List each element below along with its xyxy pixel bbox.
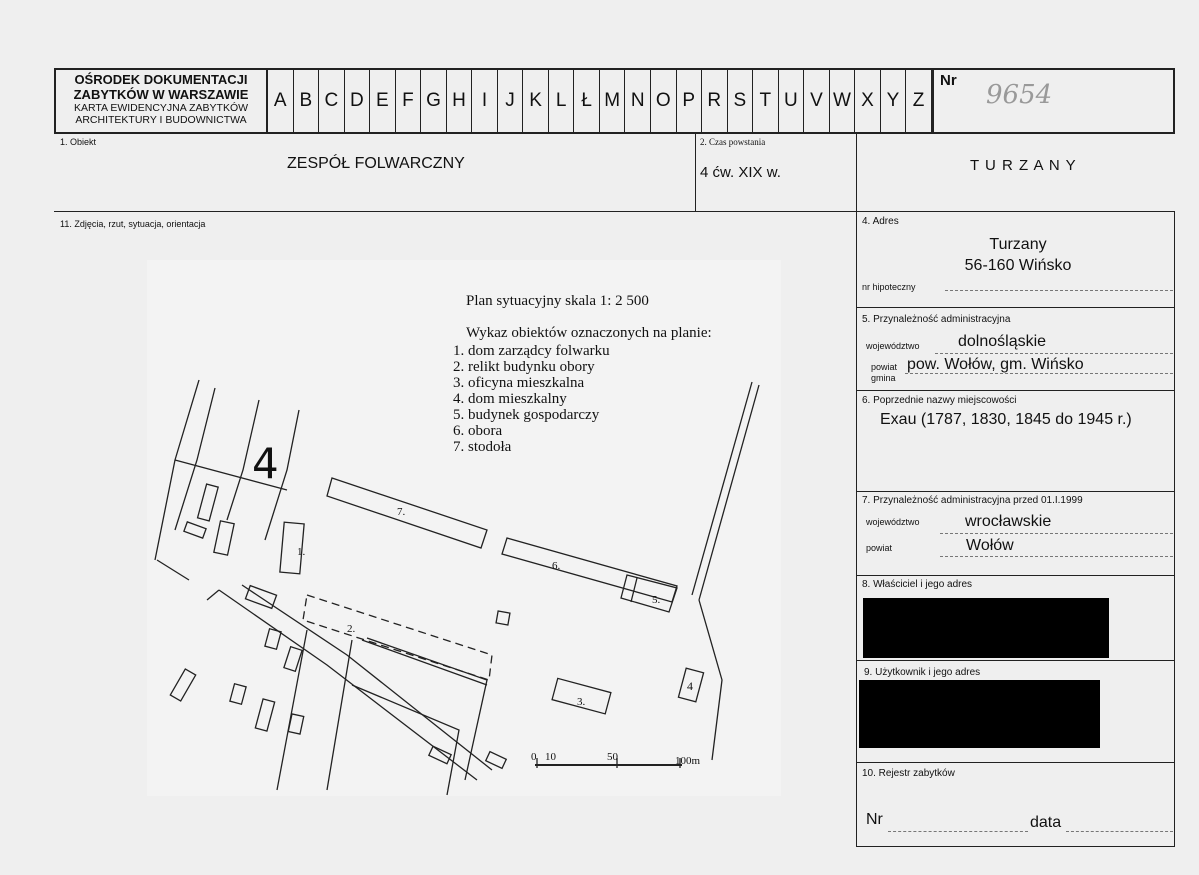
card-number-handwritten: 9654 xyxy=(986,80,1053,110)
hipoteczny-label: nr hipoteczny xyxy=(862,282,916,292)
plan-item-6: 6. obora xyxy=(453,423,503,439)
plan-label-6: 6. xyxy=(552,560,561,572)
owner-redaction xyxy=(863,598,1109,658)
czas-value: 4 ćw. XIX w. xyxy=(700,164,781,181)
index-letter: Y xyxy=(881,70,907,132)
poprzednie-value: Exau (1787, 1830, 1845 do 1945 r.) xyxy=(880,411,1132,428)
index-letter: C xyxy=(319,70,345,132)
scale-tick-0: 0 xyxy=(531,751,537,763)
adres-label: 4. Adres xyxy=(862,216,899,227)
przed1999-woj-value: wrocławskie xyxy=(965,513,1052,530)
gmina-label: gmina xyxy=(871,373,896,383)
plan-label-7: 7. xyxy=(397,506,406,518)
institution-header xyxy=(54,68,268,134)
plan-item-4: 4. dom mieszkalny xyxy=(453,391,567,407)
index-letter: P xyxy=(677,70,703,132)
index-letter: E xyxy=(370,70,396,132)
plan-list-title: Wykaz obiektów oznaczonych na planie: xyxy=(466,325,712,341)
powiat-label: powiat xyxy=(871,362,898,372)
rejestr-nr-label: Nr xyxy=(866,811,883,828)
index-letters-row xyxy=(268,68,932,134)
card-number-box xyxy=(932,68,1175,134)
plan-label-3: 3. xyxy=(577,696,586,708)
plan-label-2: 2. xyxy=(347,623,356,635)
situation-plan-photo xyxy=(147,260,781,796)
plan-label-1: 1. xyxy=(297,546,306,558)
obiekt-label: 1. Obiekt xyxy=(60,137,97,147)
card-type-line2: ARCHITEKTURY I BUDOWNICTWA xyxy=(75,114,247,126)
scale-tick-100: 100m xyxy=(675,755,701,767)
org-name-line2: ZABYTKÓW W WARSZAWIE xyxy=(73,87,249,102)
przed1999-powiat-label: powiat xyxy=(866,543,893,553)
plan-item-7: 7. stodoła xyxy=(453,439,512,455)
plan-label-5: 5. xyxy=(652,594,661,606)
index-letter: B xyxy=(294,70,320,132)
index-letter: R xyxy=(702,70,728,132)
index-letter: H xyxy=(447,70,473,132)
nr-label: Nr xyxy=(940,72,957,89)
index-letter: S xyxy=(728,70,754,132)
index-letter: X xyxy=(855,70,881,132)
index-letter: T xyxy=(753,70,779,132)
index-letter: Ł xyxy=(574,70,600,132)
index-letter: I xyxy=(472,70,498,132)
czas-label: 2. Czas powstania xyxy=(700,137,766,147)
index-letter: A xyxy=(268,70,294,132)
plan-label-4: 4 xyxy=(687,679,693,693)
index-letter: W xyxy=(830,70,856,132)
plan-title: Plan sytuacyjny skala 1: 2 500 xyxy=(466,293,649,309)
card-type-line1: KARTA EWIDENCYJNA ZABYTKÓW xyxy=(73,102,249,114)
index-letter: V xyxy=(804,70,830,132)
index-letter: J xyxy=(498,70,524,132)
uzytkownik-label: 9. Użytkownik i jego adres xyxy=(864,667,981,678)
przed1999-woj-label: województwo xyxy=(866,517,920,527)
wojewodztwo-label: województwo xyxy=(866,341,920,351)
index-letter: G xyxy=(421,70,447,132)
wlasciciel-label: 8. Właściciel i jego adres xyxy=(862,579,973,590)
plan-item-3: 3. oficyna mieszkalna xyxy=(453,375,585,391)
plan-drawing xyxy=(147,260,781,796)
index-letter: N xyxy=(625,70,651,132)
index-letter: K xyxy=(523,70,549,132)
adres-line1: Turzany xyxy=(989,236,1047,253)
scale-tick-10: 10 xyxy=(545,751,556,763)
przed1999-label: 7. Przynależność administracyjna przed 01.I.1999 xyxy=(862,495,1083,506)
org-name-line1: OŚRODEK DOKUMENTACJI xyxy=(74,72,248,87)
przed1999-powiat-value: Wołów xyxy=(966,537,1014,554)
index-letter: O xyxy=(651,70,677,132)
index-letter: F xyxy=(396,70,422,132)
wojewodztwo-value: dolnośląskie xyxy=(958,333,1047,350)
poprzednie-label: 6. Poprzednie nazwy miejscowości xyxy=(862,395,1017,406)
miejscowosc-value: T U R Z A N Y xyxy=(970,157,1077,174)
index-letter: U xyxy=(779,70,805,132)
plan-handwritten-4: 4 xyxy=(252,439,279,488)
user-redaction xyxy=(859,680,1100,748)
przynaleznosc-label: 5. Przynależność administracyjna xyxy=(862,314,1011,325)
adres-line2: 56-160 Wińsko xyxy=(964,257,1072,274)
index-letter: D xyxy=(345,70,371,132)
obiekt-value: ZESPÓŁ FOLWARCZNY xyxy=(287,155,465,172)
plan-item-5: 5. budynek gospodarczy xyxy=(453,407,600,423)
rejestr-data-label: data xyxy=(1030,814,1062,831)
index-letter: Z xyxy=(906,70,932,132)
index-letter: L xyxy=(549,70,575,132)
rejestr-label: 10. Rejestr zabytków xyxy=(862,768,955,779)
adres-value xyxy=(860,234,1176,276)
powiat-value: pow. Wołów, gm. Wińsko xyxy=(907,356,1084,373)
index-letter: M xyxy=(600,70,626,132)
scale-tick-50: 50 xyxy=(607,751,618,763)
zdjecia-label: 11. Zdjęcia, rzut, sytuacja, orientacja xyxy=(60,219,206,229)
plan-item-2: 2. relikt budynku obory xyxy=(453,359,595,375)
plan-item-1: 1. dom zarządcy folwarku xyxy=(453,343,610,359)
